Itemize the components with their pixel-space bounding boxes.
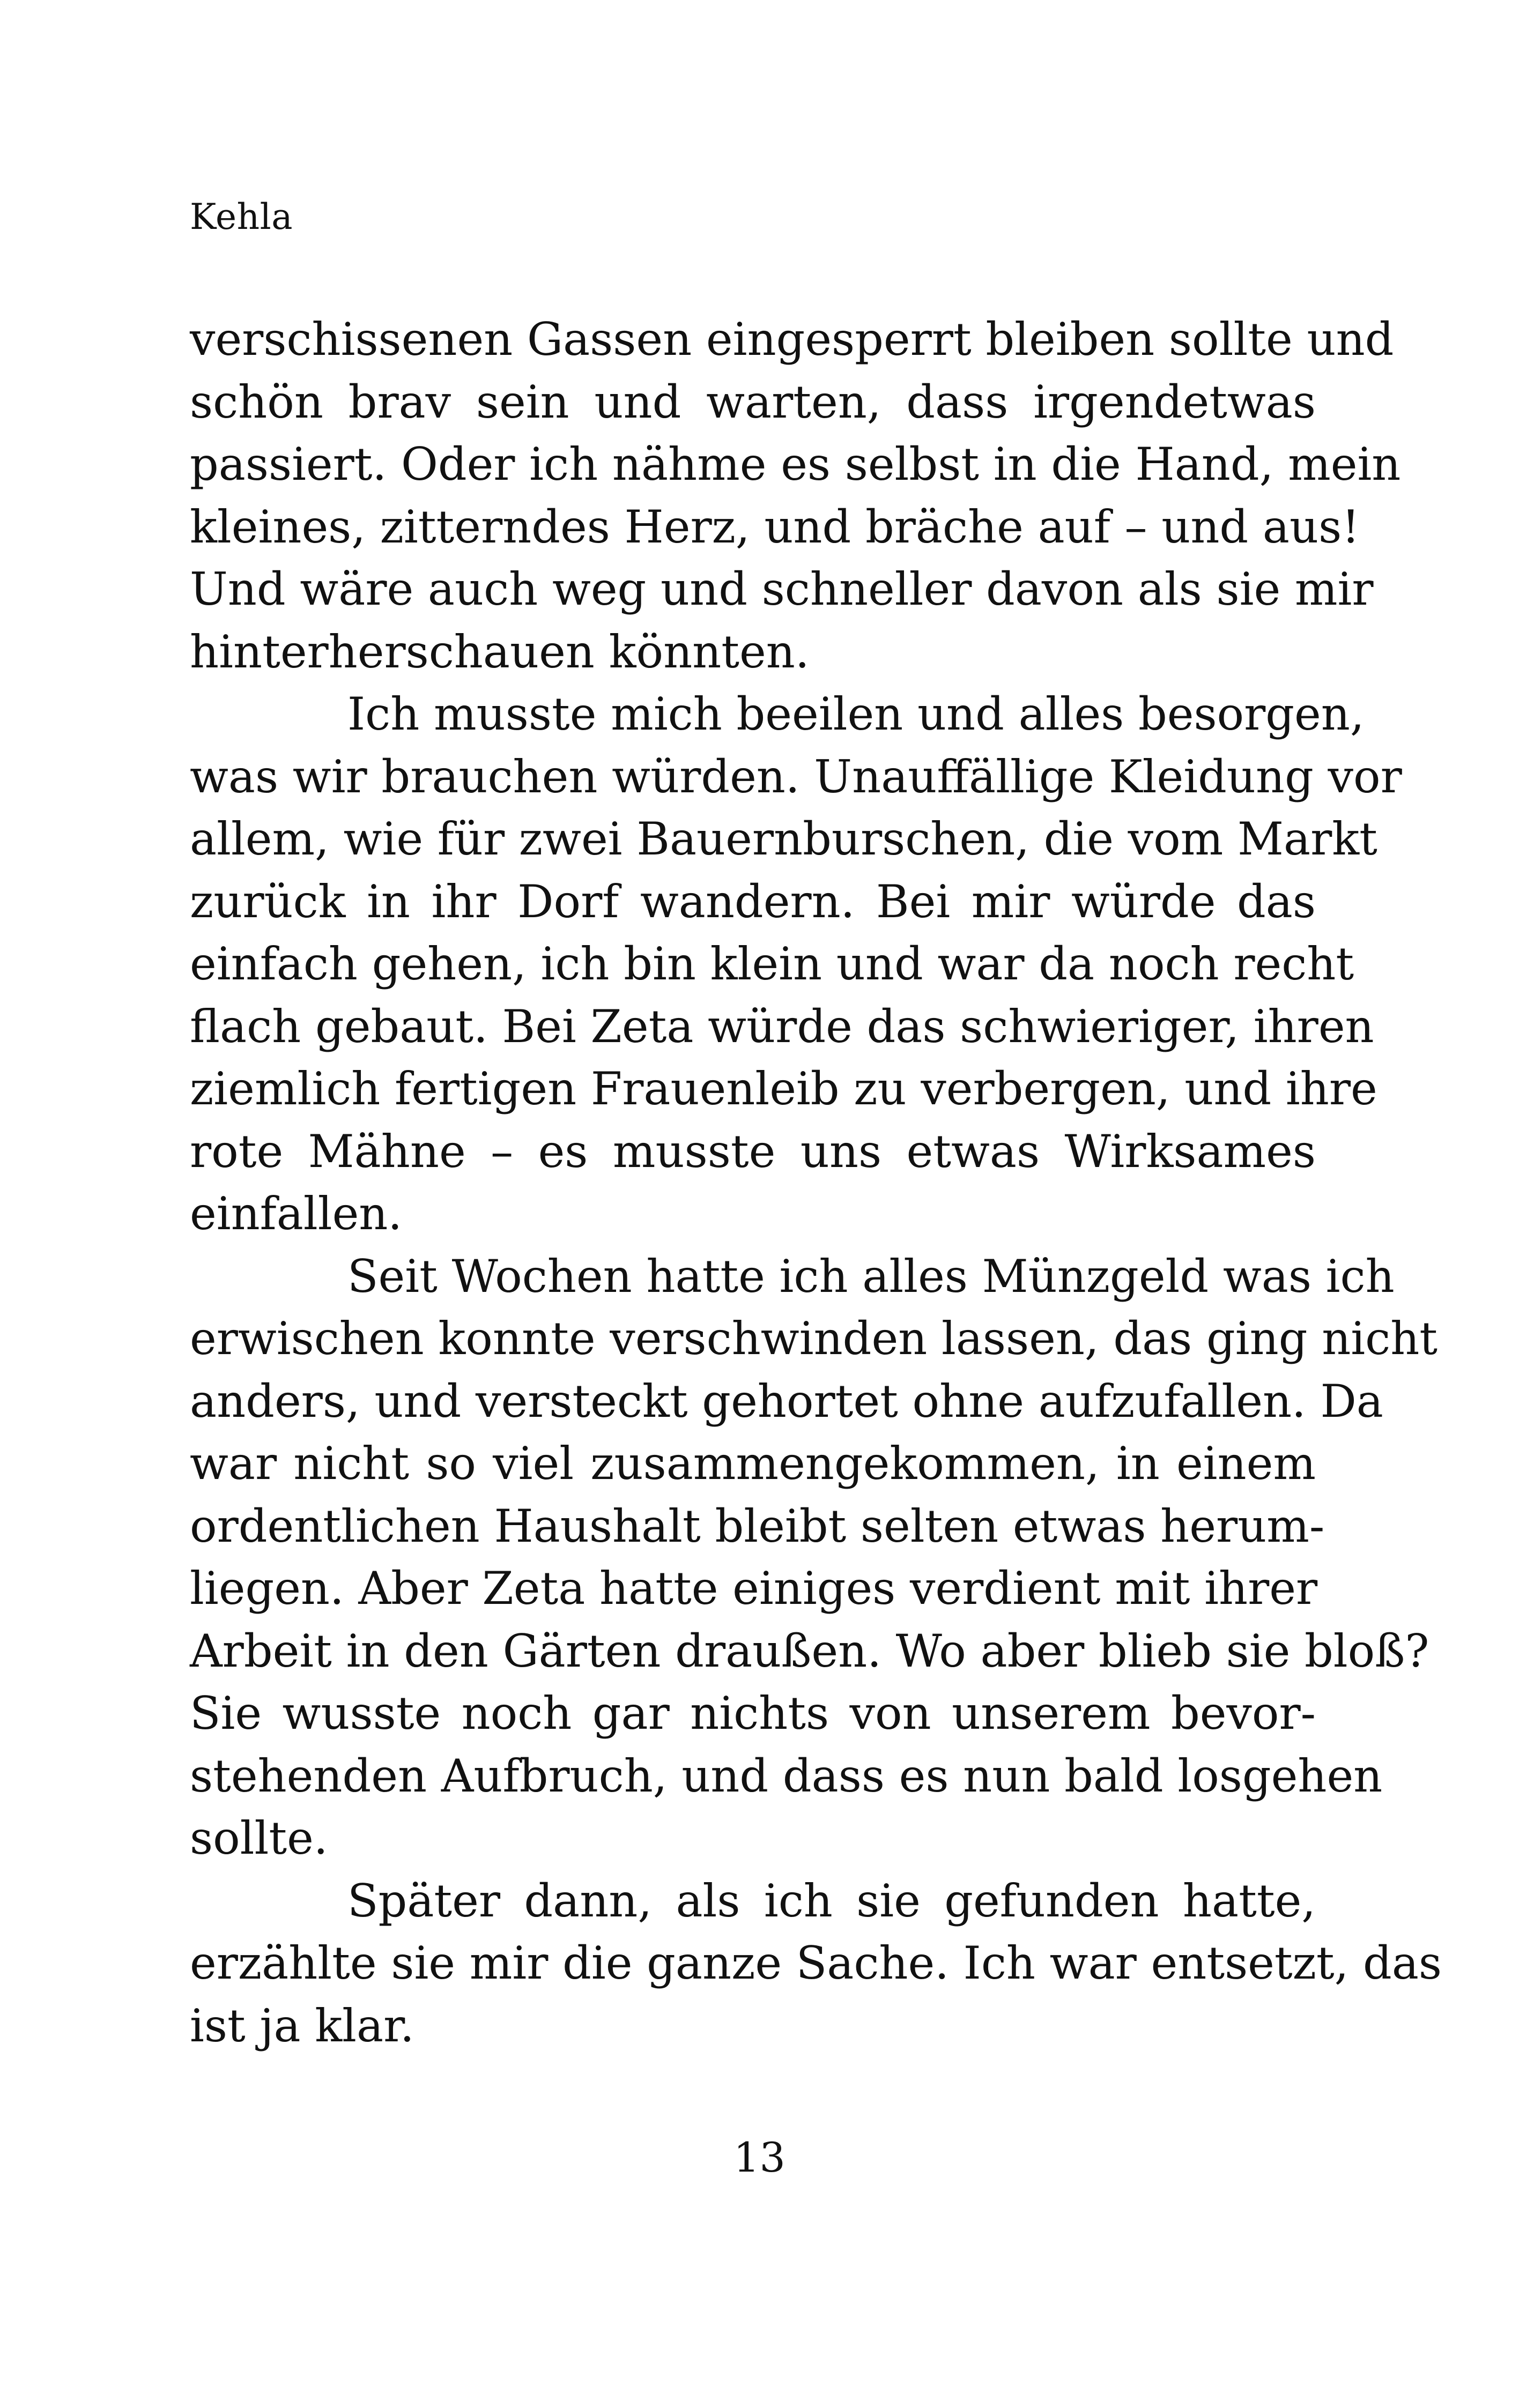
- text-line: Und wäre auch weg und schneller davon als sie mir: [190, 563, 1374, 615]
- text-line: Sie wusste noch gar nichts von unserem bevor-: [190, 1687, 1316, 1740]
- text-line: sollte.: [190, 1812, 328, 1864]
- text-line: verschissenen Gassen eingesperrt bleiben sollte und: [190, 313, 1394, 366]
- text-line: kleines, zitterndes Herz, und bräche auf – und aus!: [190, 500, 1360, 553]
- text-line: erzählte sie mir die ganze Sache. Ich war entsetzt, das: [190, 1937, 1442, 1989]
- text-line: einfach gehen, ich bin klein und war da noch recht: [190, 938, 1354, 990]
- text-line: schön brav sein und warten, dass irgendetwas: [190, 375, 1316, 428]
- text-line: war nicht so viel zusammengekommen, in einem: [190, 1437, 1316, 1490]
- text-line: Später dann, als ich sie gefunden hatte,: [347, 1874, 1316, 1927]
- text-line: Ich musste mich beeilen und alles besorgen,: [347, 688, 1365, 740]
- text-line: rote Mähne – es musste uns etwas Wirksames: [190, 1125, 1316, 1178]
- text-line: anders, und versteckt gehortet ohne aufzufallen. Da: [190, 1374, 1383, 1428]
- text-line: ist ja klar.: [190, 1999, 414, 2052]
- body-text: [190, 308, 1442, 2057]
- text-line: stehenden Aufbruch, und dass es nun bald losgehen: [190, 1749, 1383, 1802]
- text-line: allem, wie für zwei Bauernburschen, die vom Markt: [190, 813, 1377, 865]
- page-number: 13: [733, 2134, 786, 2181]
- text-line: ziemlich fertigen Frauenleib zu verbergen, und ihre: [190, 1062, 1377, 1115]
- text-line: passiert. Oder ich nähme es selbst in die Hand, mein: [190, 438, 1401, 490]
- text-line: Arbeit in den Gärten draußen. Wo aber blieb sie bloß?: [190, 1624, 1429, 1677]
- text-line: ordentlichen Haushalt bleibt selten etwas herum-: [190, 1499, 1325, 1552]
- text-line: zurück in ihr Dorf wandern. Bei mir würde das: [190, 875, 1316, 928]
- text-line: liegen. Aber Zeta hatte einiges verdient mit ihrer: [190, 1562, 1318, 1615]
- text-line: flach gebaut. Bei Zeta würde das schwieriger, ihren: [190, 1000, 1374, 1053]
- text-line: Seit Wochen hatte ich alles Münzgeld was ich: [347, 1250, 1395, 1303]
- running-header: Kehla: [190, 196, 293, 237]
- text-line: was wir brauchen würden. Unauffällige Kleidung vor: [190, 750, 1402, 803]
- text-line: hinterherschauen könnten.: [190, 625, 810, 678]
- text-line: erwischen konnte verschwinden lassen, das ging nicht: [190, 1312, 1438, 1365]
- text-line: einfallen.: [190, 1187, 403, 1240]
